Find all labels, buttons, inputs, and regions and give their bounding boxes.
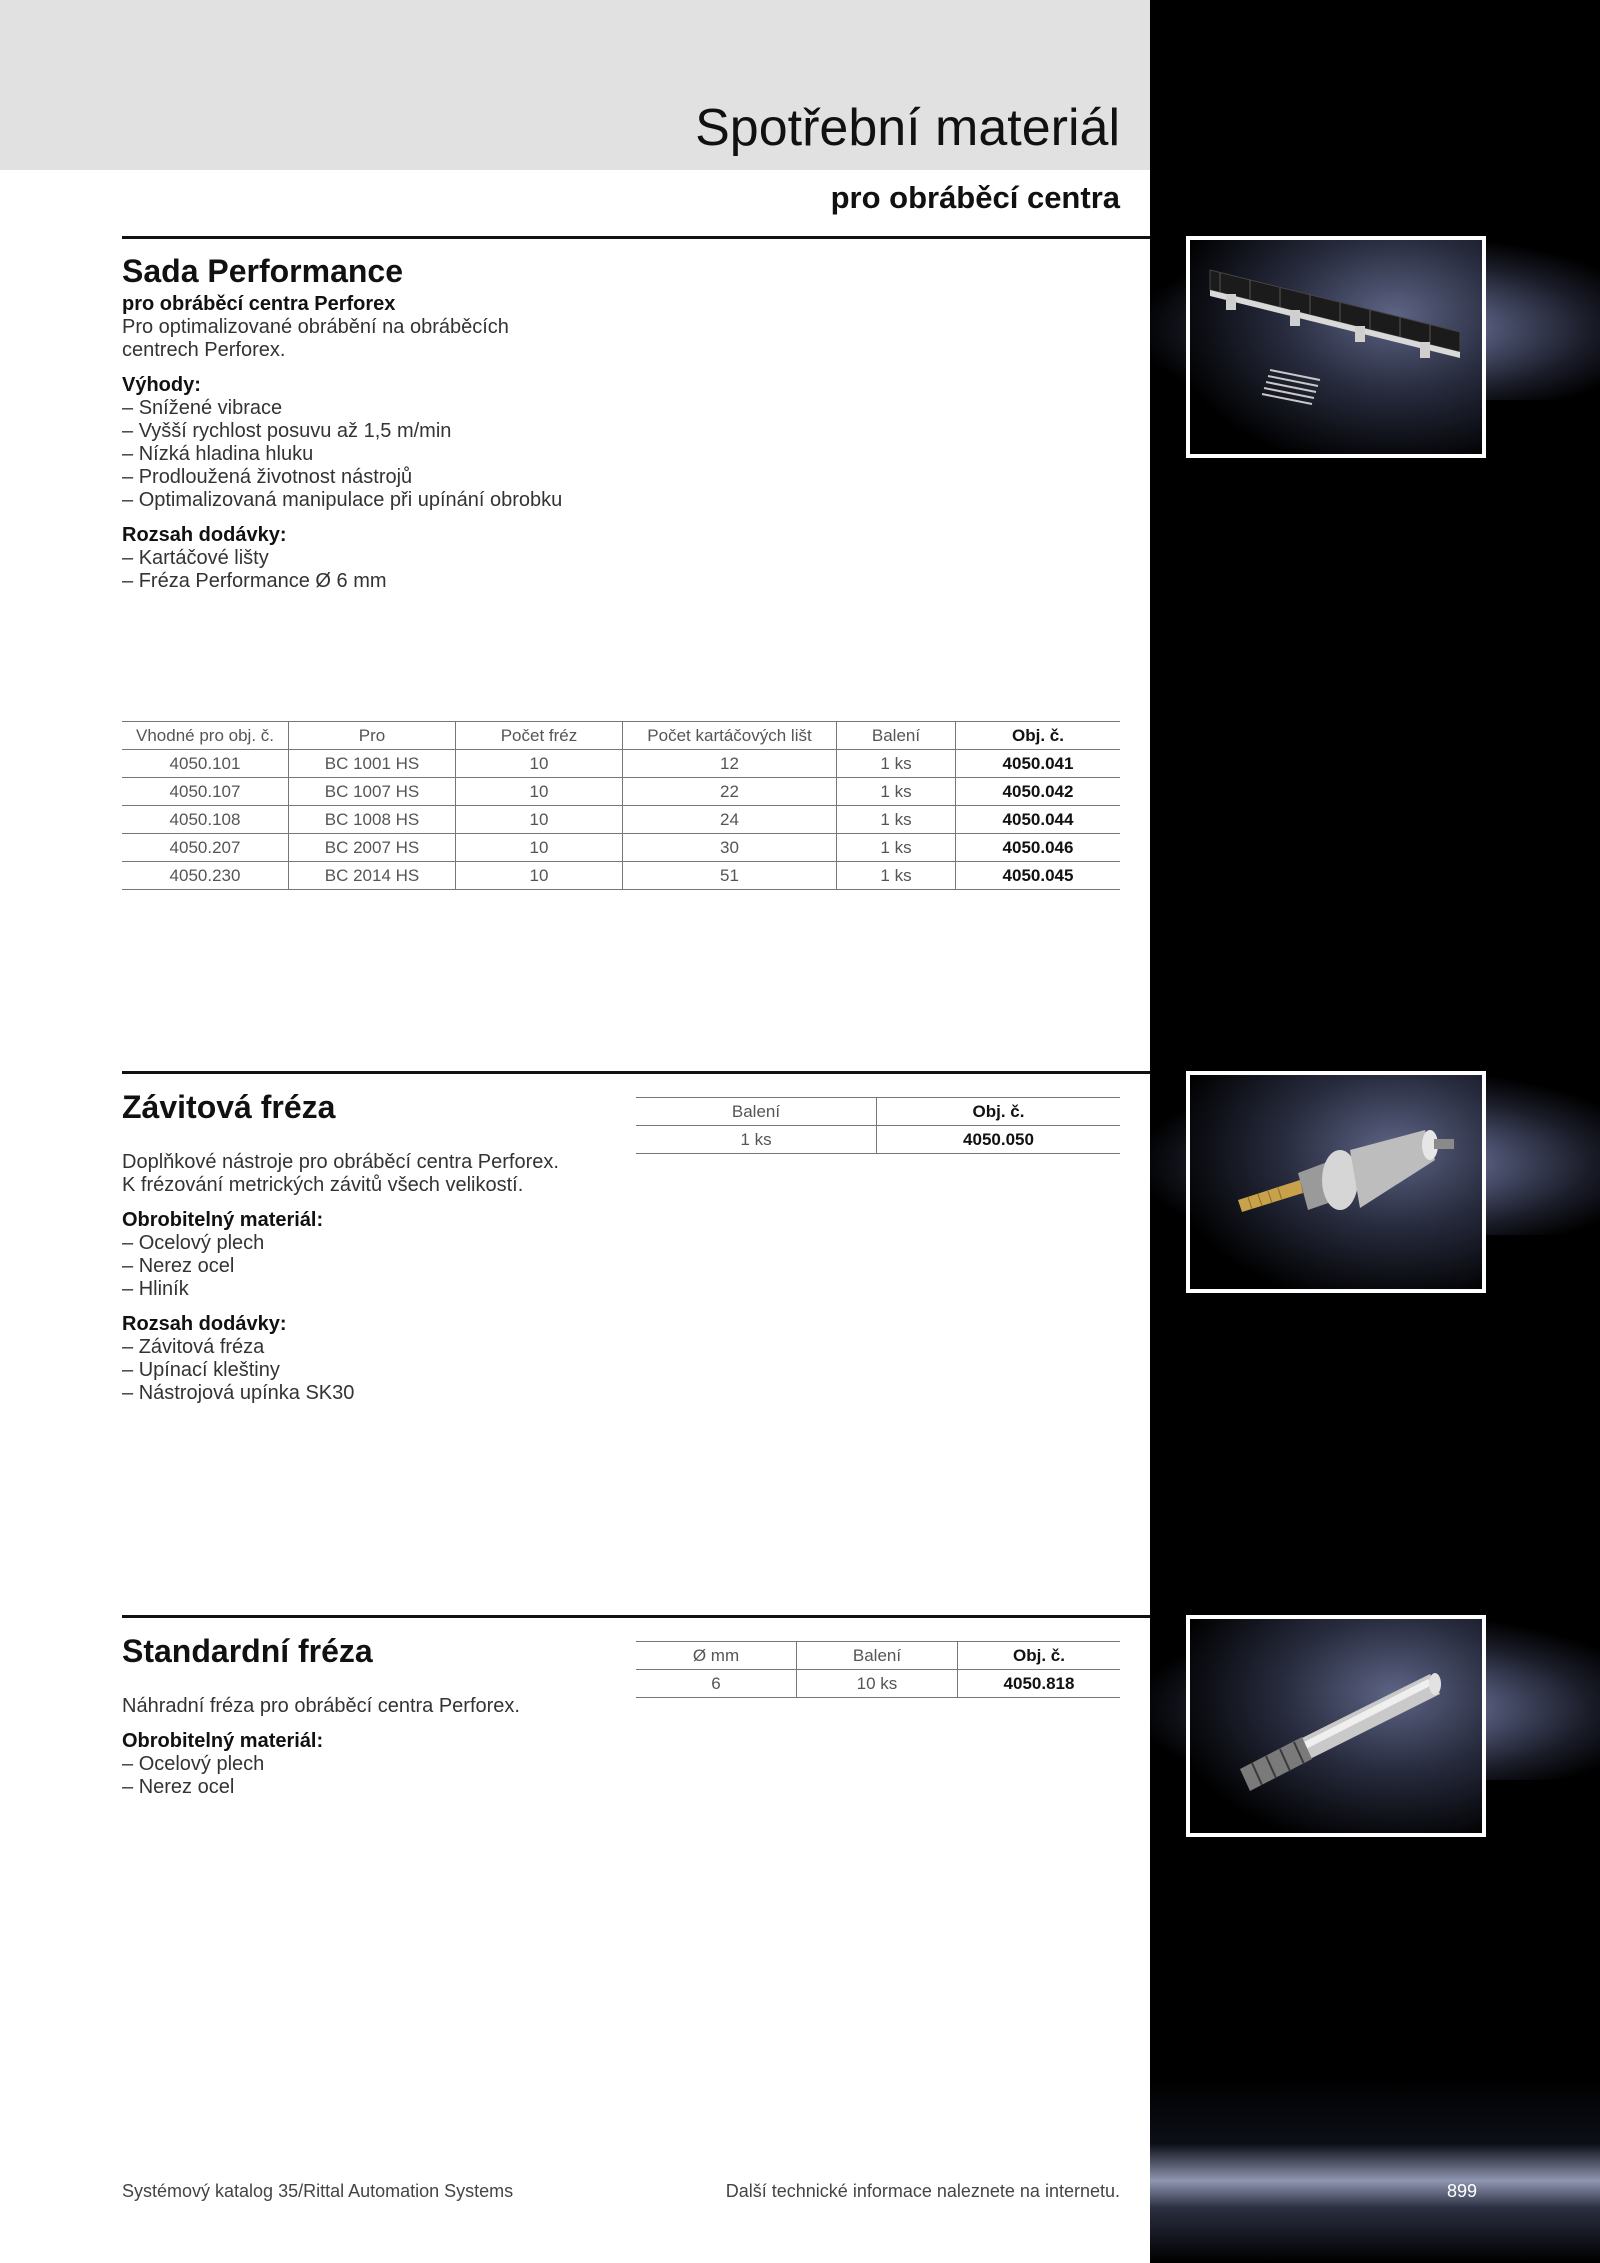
group-title: Obrobitelný materiál: (122, 1730, 324, 1752)
section-divider (122, 236, 1150, 239)
list-item: – Závitová fréza (122, 1336, 265, 1358)
table-row: 4050.207 BC 2007 HS 10 30 1 ks 4050.046 (122, 834, 1120, 862)
list-item: – Prodloužená životnost nástrojů (122, 466, 413, 488)
group-title: Rozsah dodávky: (122, 524, 287, 546)
list-item: – Upínací kleštiny (122, 1359, 280, 1381)
group-title: Rozsah dodávky: (122, 1313, 287, 1335)
table-header: Vhodné pro obj. č. (122, 722, 289, 750)
list-item: – Ocelový plech (122, 1753, 265, 1775)
description-line: Doplňkové nástroje pro obráběcí centra Perforex. (122, 1151, 559, 1173)
list-item: – Nízká hladina hluku (122, 443, 314, 465)
section-heading: Standardní fréza (122, 1633, 373, 1669)
end-mill-image (1186, 1615, 1486, 1837)
table-header: Pro (289, 722, 456, 750)
section-divider (122, 1071, 1150, 1074)
section-body (122, 1151, 559, 1405)
section-subheading: pro obráběcí centra Perforex (122, 293, 396, 315)
list-item: – Fréza Performance Ø 6 mm (122, 570, 387, 592)
group-title: Výhody: (122, 374, 201, 396)
section-body (122, 1695, 520, 1799)
list-item: – Vyšší rychlost posuvu až 1,5 m/min (122, 420, 452, 442)
table-header: Balení (837, 722, 956, 750)
section-heading: Sada Performance (122, 253, 404, 289)
list-item: – Optimalizovaná manipulace při upínání obrobku (122, 489, 563, 511)
table-header: Balení (797, 1642, 958, 1670)
section-heading: Závitová fréza (122, 1089, 336, 1125)
group-title: Obrobitelný materiál: (122, 1209, 324, 1231)
table-header: Obj. č. (956, 722, 1121, 750)
list-item: – Nerez ocel (122, 1776, 235, 1798)
section-divider (122, 1615, 1150, 1618)
footer-catalog: Systémový katalog 35/Rittal Automation Systems (122, 2181, 514, 2201)
table-header: Počet kartáčových lišt (623, 722, 837, 750)
description-line: K frézování metrických závitů všech velikostí. (122, 1174, 524, 1196)
description-line: Náhradní fréza pro obráběcí centra Perforex. (122, 1695, 520, 1717)
thread-mill-image (1186, 1071, 1486, 1293)
list-item: – Nerez ocel (122, 1255, 235, 1277)
table-row: 4050.101 BC 1001 HS 10 12 1 ks 4050.041 (122, 750, 1120, 778)
page-number: 899 (1447, 2181, 1478, 2201)
section-body (122, 293, 562, 593)
list-item: – Ocelový plech (122, 1232, 265, 1254)
table-header: Počet fréz (456, 722, 623, 750)
table-row: 4050.230 BC 2014 HS 10 51 1 ks 4050.045 (122, 862, 1120, 890)
description-line: Pro optimalizované obrábění na obráběcích (122, 316, 509, 338)
page-title: Spotřební materiál (695, 99, 1120, 157)
table-header: Obj. č. (958, 1642, 1121, 1670)
list-item: – Kartáčové lišty (122, 547, 269, 569)
order-table (636, 1097, 1120, 1154)
list-item: – Nástrojová upínka SK30 (122, 1382, 355, 1404)
order-table (636, 1641, 1120, 1698)
table-header: Ø mm (636, 1642, 797, 1670)
page-subtitle: pro obráběcí centra (830, 180, 1120, 215)
spec-table (122, 721, 1120, 890)
table-row: 4050.107 BC 1007 HS 10 22 1 ks 4050.042 (122, 778, 1120, 806)
brush-strips-image (1186, 236, 1486, 458)
table-header: Obj. č. (877, 1098, 1121, 1126)
table-header: Balení (636, 1098, 877, 1126)
table-row: 4050.108 BC 1008 HS 10 24 1 ks 4050.044 (122, 806, 1120, 834)
description-line: centrech Perforex. (122, 339, 286, 361)
footer-info: Další technické informace naleznete na internetu. (725, 2181, 1120, 2201)
list-item: – Hliník (122, 1278, 189, 1300)
table-row: 6 10 ks 4050.818 (636, 1670, 1120, 1698)
table-row: 1 ks 4050.050 (636, 1126, 1120, 1154)
list-item: – Snížené vibrace (122, 397, 283, 419)
